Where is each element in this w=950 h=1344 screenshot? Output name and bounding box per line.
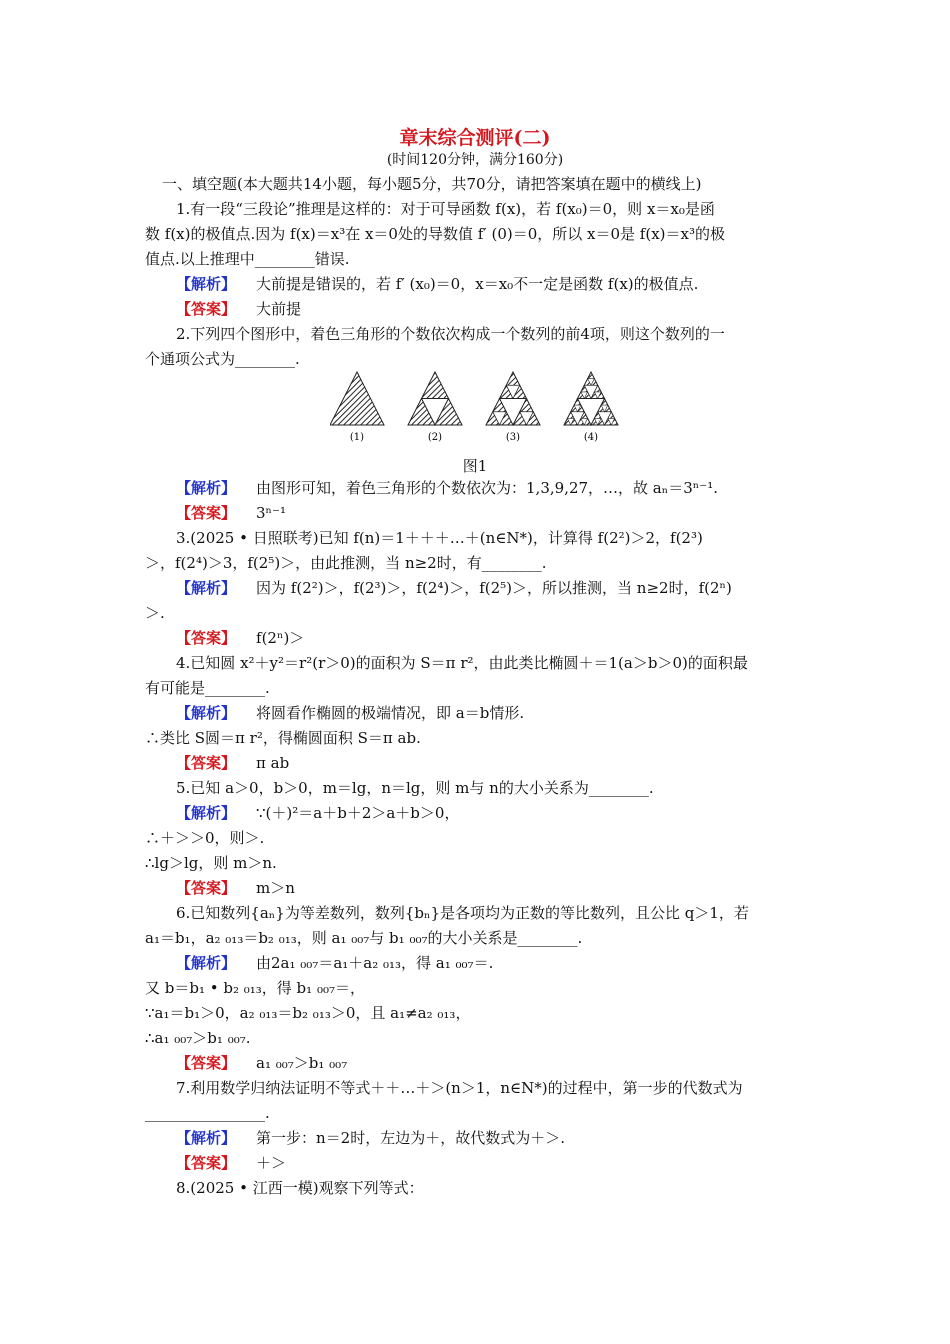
sierpinski-figure [330, 370, 620, 450]
q3-line-1: 3.(2025 • 日照联考)已知 f(n)＝1＋＋＋…＋(n∈N*)，计算得 f(2²)＞2，f(2³) [176, 529, 703, 547]
answer-tag: 【答案】 [176, 504, 237, 522]
q7-analysis: 【解析】 第一步：n＝2时，左边为＋，故代数式为＋＞. [176, 1129, 565, 1147]
q4-answer: 【答案】 π ab [176, 754, 290, 772]
q5-answer: 【答案】 m＞n [176, 879, 295, 897]
q6-answer: 【答案】 a₁ ₀₀₇＞b₁ ₀₀₇ [176, 1054, 348, 1072]
q4-line-2: 有可能是________. [145, 679, 270, 697]
q2-line-2: 个通项公式为________. [145, 350, 300, 368]
triangle-2 [408, 372, 462, 425]
q2-answer: 【答案】 3ⁿ⁻¹ [176, 504, 286, 522]
q4-analysis-2: ∴类比 S圆＝π r²，得椭圆面积 S＝π ab. [145, 729, 421, 747]
q3-line-2: ＞，f(2⁴)＞3，f(2⁵)＞，由此推测，当 n≥2时，有________. [145, 554, 547, 572]
analysis-tag: 【解析】 [176, 579, 237, 597]
q7-answer: 【答案】 ＋＞ [176, 1154, 287, 1172]
q3-analysis: 【解析】 因为 f(2²)＞，f(2³)＞，f(2⁴)＞，f(2⁵)＞，所以推测，当 n≥2时，f(2ⁿ) [176, 579, 732, 597]
q5-analysis-3: ∴lg＞lg，则 m＞n. [145, 854, 277, 872]
q2-analysis: 【解析】 由图形可知，着色三角形的个数依次为：1,3,9,27，…，故 aₙ＝3ⁿ⁻¹. [176, 479, 718, 497]
figure-label-4: (4) [583, 432, 599, 443]
answer-tag: 【答案】 [176, 754, 237, 772]
triangle-1 [330, 372, 384, 425]
figure-caption: 图1 [462, 457, 488, 475]
q6-analysis-3: ∵a₁＝b₁＞0，a₂ ₀₁₃＝b₂ ₀₁₃＞0，且 a₁≠a₂ ₀₁₃， [145, 1004, 471, 1022]
answer-tag: 【答案】 [176, 1154, 237, 1172]
analysis-tag: 【解析】 [176, 954, 237, 972]
q1-line-1: 1.有一段“三段论”推理是这样的：对于可导函数 f(x)，若 f(x₀)＝0，则 x＝x₀是函 [176, 200, 715, 218]
figure-label-3: (3) [505, 432, 521, 443]
q7-line-2: ________________. [145, 1104, 270, 1122]
q2-line-1: 2.下列四个图形中，着色三角形的个数依次构成一个数列的前4项，则这个数列的一 [176, 325, 725, 343]
q6-line-2: a₁＝b₁，a₂ ₀₁₃＝b₂ ₀₁₃，则 a₁ ₀₀₇与 b₁ ₀₀₇的大小关系是________. [145, 929, 583, 947]
section-heading: 一、填空题(本大题共14小题，每小题5分，共70分，请把答案填在题中的横线上) [162, 175, 702, 193]
q6-analysis-2: 又 b＝b₁ • b₂ ₀₁₃，得 b₁ ₀₀₇＝， [145, 979, 365, 997]
q5-line-1: 5.已知 a＞0，b＞0，m＝lg，n＝lg，则 m与 n的大小关系为________. [176, 779, 654, 797]
analysis-tag: 【解析】 [176, 275, 237, 293]
analysis-tag: 【解析】 [176, 1129, 237, 1147]
triangle-3 [486, 372, 540, 425]
q7-line-1: 7.利用数学归纳法证明不等式＋＋…＋＞(n＞1，n∈N*)的过程中，第一步的代数式为 [176, 1079, 743, 1097]
page-subtitle: (时间120分钟，满分160分) [386, 152, 564, 168]
analysis-tag: 【解析】 [176, 704, 237, 722]
q3-answer: 【答案】 f(2ⁿ)＞ [176, 629, 305, 647]
answer-tag: 【答案】 [176, 879, 237, 897]
q6-analysis: 【解析】 由2a₁ ₀₀₇＝a₁＋a₂ ₀₁₃，得 a₁ ₀₀₇＝. [176, 954, 494, 972]
q4-line-1: 4.已知圆 x²＋y²＝r²(r＞0)的面积为 S＝π r²，由此类比椭圆＋＝1(a＞b＞0)的面积最 [176, 654, 748, 672]
q1-line-2: 数 f(x)的极值点.因为 f(x)＝x³在 x＝0处的导数值 f′ (0)＝0，所以 x＝0是 f(x)＝x³的极 [145, 225, 725, 243]
q1-analysis: 【解析】 大前提是错误的，若 f′ (x₀)＝0，x＝x₀不一定是函数 f(x)的极值点. [176, 275, 699, 293]
analysis-tag: 【解析】 [176, 479, 237, 497]
q8-line-1: 8.(2025 • 江西一模)观察下列等式： [176, 1179, 424, 1197]
q6-analysis-4: ∴a₁ ₀₀₇＞b₁ ₀₀₇. [145, 1029, 251, 1047]
answer-tag: 【答案】 [176, 1054, 237, 1072]
q1-line-3: 值点.以上推理中________错误. [145, 250, 350, 268]
figure-label-1: (1) [349, 432, 365, 443]
q1-answer: 【答案】 大前提 [176, 300, 302, 318]
q5-analysis: 【解析】 ∵(＋)²＝a＋b＋2＞a＋b＞0， [176, 804, 460, 822]
answer-tag: 【答案】 [176, 300, 237, 318]
triangle-4 [564, 372, 618, 425]
q4-analysis: 【解析】 将圆看作椭圆的极端情况，即 a＝b情形. [176, 704, 525, 722]
analysis-tag: 【解析】 [176, 804, 237, 822]
page-title: 章末综合测评(二) [399, 127, 551, 149]
q6-line-1: 6.已知数列{aₙ}为等差数列，数列{bₙ}是各项均为正数的等比数列，且公比 q＞1，若 [176, 904, 749, 922]
answer-tag: 【答案】 [176, 629, 237, 647]
figure-label-2: (2) [427, 432, 443, 443]
q3-analysis-2: ＞. [145, 604, 165, 622]
q5-analysis-2: ∴＋＞＞0，则＞. [145, 829, 265, 847]
